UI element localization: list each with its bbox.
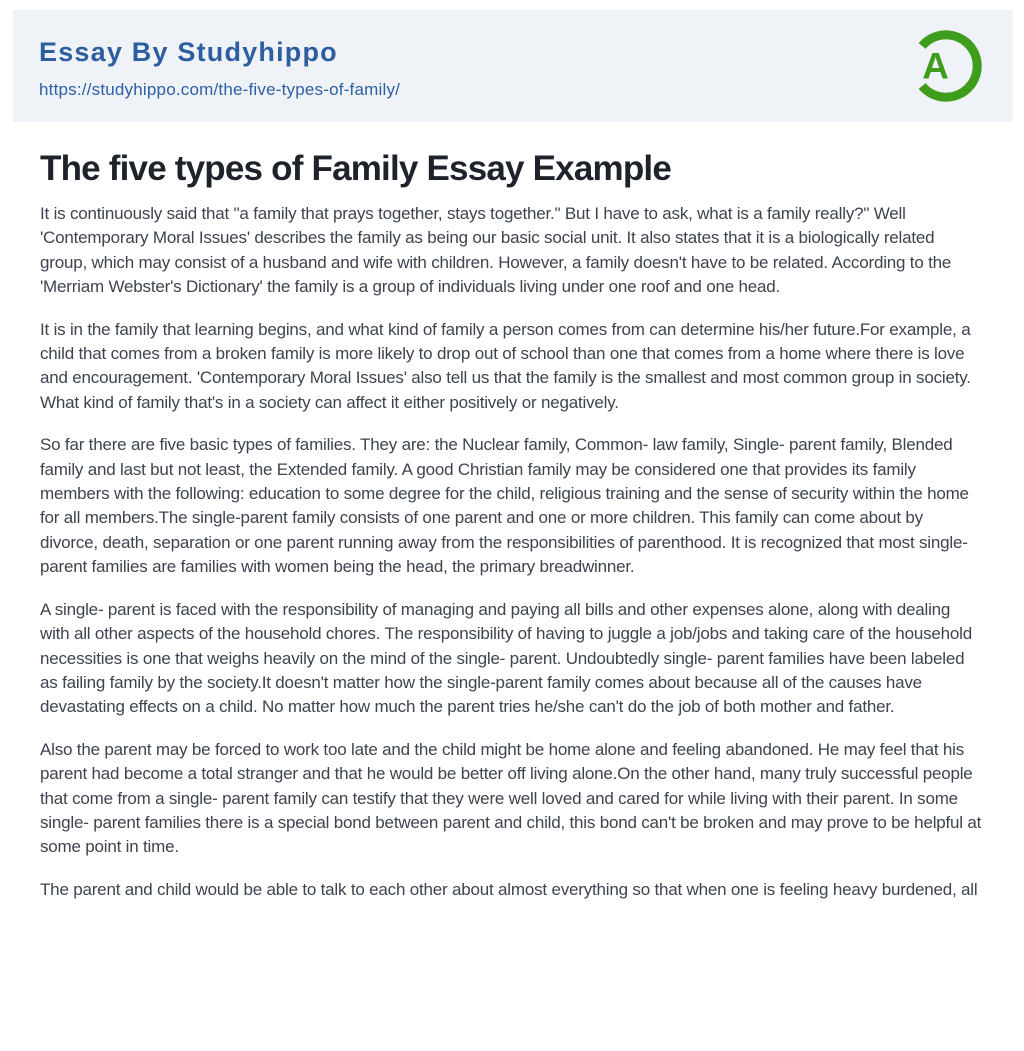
essay-body: [40, 202, 984, 902]
essay-paragraph: So far there are five basic types of families. They are: the Nuclear family, Common- law family, Single- parent family, Blended family and last but not least, the Extended family. A good Christian family may be considered one that provides its family members with the following: education to some degree for the child, religious training and the sense of security within the home for all members.The single-parent family consists of one parent and one or more children. This family can come about by divorce, death, separation or one parent running away from the responsibilities of parenthood. It is recognized that most single-parent families are families with women being the head, the primary breadwinner.: [40, 435, 969, 577]
studyhippo-logo: [905, 25, 987, 107]
essay-title: The five types of Family Essay Example: [40, 149, 671, 188]
essay-paragraph: It is in the family that learning begins, and what kind of family a person comes from can determine his/her future.For example, a child that comes from a broken family is more likely to drop out of school than one that comes from a home where there is love and encouragement. 'Contemporary Moral Issues' also tell us that the family is the smallest and most common group in society. What kind of family that's in a society can affect it either positively or negatively.: [40, 319, 971, 412]
header-card: [13, 10, 1013, 122]
essay-article: [0, 149, 1024, 902]
logo-letter: A: [922, 45, 949, 87]
studyhippo-logo-icon: [905, 25, 987, 107]
essay-paragraph: Also the parent may be forced to work too late and the child might be home alone and feeling abandoned. He may feel that his parent had become a total stranger and that he would be better off living alone.On the other hand, many truly successful people that come from a single- parent family can testify that they were well loved and cared for while living with their parent. In some single- parent families there is a special bond between parent and child, this bond can't be broken and may prove to be helpful at some point in time.: [40, 739, 982, 857]
header-text-block: [39, 33, 400, 100]
essay-paragraph: A single- parent is faced with the responsibility of managing and paying all bills and other expenses alone, along with dealing with all other aspects of the household chores. The responsibility of having to juggle a job/jobs and taking care of the household necessities is one that weighs heavily on the mind of the single- parent. Undoubtedly single- parent families have been labeled as failing family by the society.It doesn't matter how the single-parent family comes about because all of the causes have devastating effects on a child. No matter how much the parent tries he/she can't do the job of both mother and father.: [40, 599, 972, 717]
site-title-link[interactable]: Essay By Studyhippo: [39, 36, 338, 67]
essay-paragraph: The parent and child would be able to talk to each other about almost everything so that when one is feeling heavy burdened, all: [40, 879, 978, 899]
page-url-link[interactable]: https://studyhippo.com/the-five-types-of-family/: [39, 79, 401, 99]
essay-paragraph: It is continuously said that "a family that prays together, stays together." But I have to ask, what is a family really?" Well 'Contemporary Moral Issues' describes the family as being our basic social unit. It also states that it is a biologically related group, which may consist of a husband and wife with children. However, a family doesn't have to be related. According to the 'Merriam Webster's Dictionary' the family is a group of individuals living under one roof and one head.: [40, 204, 952, 297]
